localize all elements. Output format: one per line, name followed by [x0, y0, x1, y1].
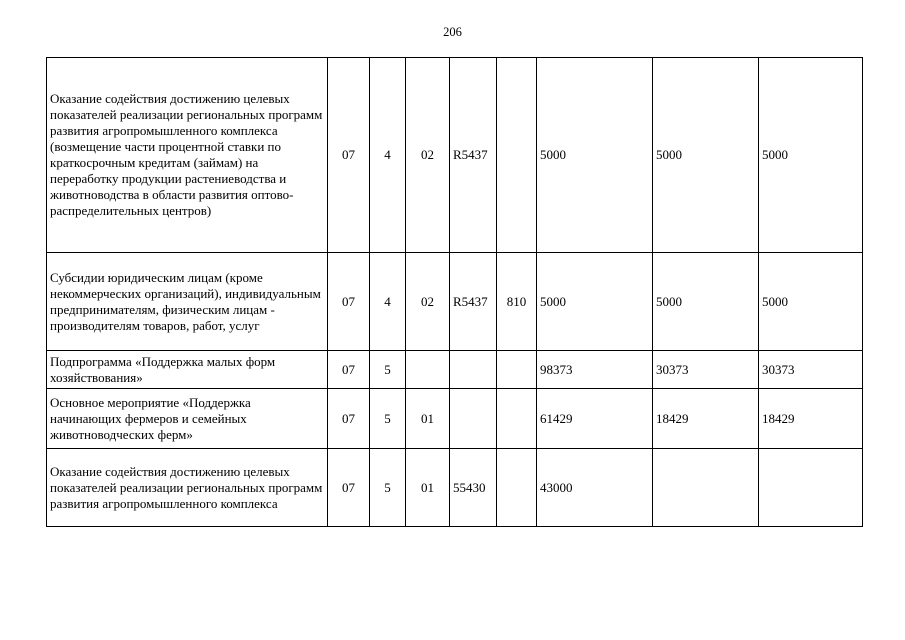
row-subprogram: 01 — [406, 389, 450, 449]
table-row — [47, 449, 863, 527]
row-section: 07 — [328, 389, 370, 449]
row-expense-type — [497, 351, 537, 389]
row-amount-2 — [653, 449, 759, 527]
row-section: 07 — [328, 449, 370, 527]
row-target-code: R5437 — [450, 58, 497, 253]
table-row — [47, 58, 863, 253]
row-program: 5 — [370, 389, 406, 449]
row-amount-1: 5000 — [537, 253, 653, 351]
row-amount-1: 61429 — [537, 389, 653, 449]
row-section: 07 — [328, 351, 370, 389]
row-target-code — [450, 351, 497, 389]
row-section: 07 — [328, 253, 370, 351]
row-expense-type — [497, 449, 537, 527]
row-expense-type: 810 — [497, 253, 537, 351]
row-expense-type — [497, 389, 537, 449]
row-name: Подпрограмма «Поддержка малых форм хозяйствования» — [47, 351, 328, 389]
row-target-code — [450, 389, 497, 449]
row-amount-3: 30373 — [759, 351, 863, 389]
row-amount-2: 5000 — [653, 253, 759, 351]
table-row — [47, 389, 863, 449]
row-target-code: R5437 — [450, 253, 497, 351]
row-subprogram — [406, 351, 450, 389]
row-subprogram: 01 — [406, 449, 450, 527]
row-amount-2: 30373 — [653, 351, 759, 389]
row-amount-1: 98373 — [537, 351, 653, 389]
row-name: Оказание содействия достижению целевых показателей реализации региональных программ развития агропромышленного комплекса (возмещение части процентной ставки по краткосрочным кредитам (займам) на переработку продукции растениеводства и животноводства в области развития оптово-распределительных центров) — [47, 58, 328, 253]
table-row — [47, 351, 863, 389]
table-row — [47, 253, 863, 351]
row-amount-2: 18429 — [653, 389, 759, 449]
row-name: Основное мероприятие «Поддержка начинающих фермеров и семейных животноводческих ферм» — [47, 389, 328, 449]
page-number: 206 — [443, 25, 462, 39]
row-amount-1: 5000 — [537, 58, 653, 253]
row-target-code: 55430 — [450, 449, 497, 527]
row-program: 4 — [370, 253, 406, 351]
row-amount-1: 43000 — [537, 449, 653, 527]
row-program: 5 — [370, 449, 406, 527]
row-amount-2: 5000 — [653, 58, 759, 253]
row-amount-3: 5000 — [759, 253, 863, 351]
row-amount-3: 5000 — [759, 58, 863, 253]
row-subprogram: 02 — [406, 253, 450, 351]
row-amount-3: 18429 — [759, 389, 863, 449]
row-expense-type — [497, 58, 537, 253]
row-program: 5 — [370, 351, 406, 389]
row-amount-3 — [759, 449, 863, 527]
row-program: 4 — [370, 58, 406, 253]
budget-table — [46, 57, 863, 527]
row-name: Субсидии юридическим лицам (кроме некоммерческих организаций), индивидуальным предпринимателям, физическим лицам - производителям товаров, работ, услуг — [47, 253, 328, 351]
row-subprogram: 02 — [406, 58, 450, 253]
row-name: Оказание содействия достижению целевых показателей реализации региональных программ развития агропромышленного комплекса — [47, 449, 328, 527]
row-section: 07 — [328, 58, 370, 253]
